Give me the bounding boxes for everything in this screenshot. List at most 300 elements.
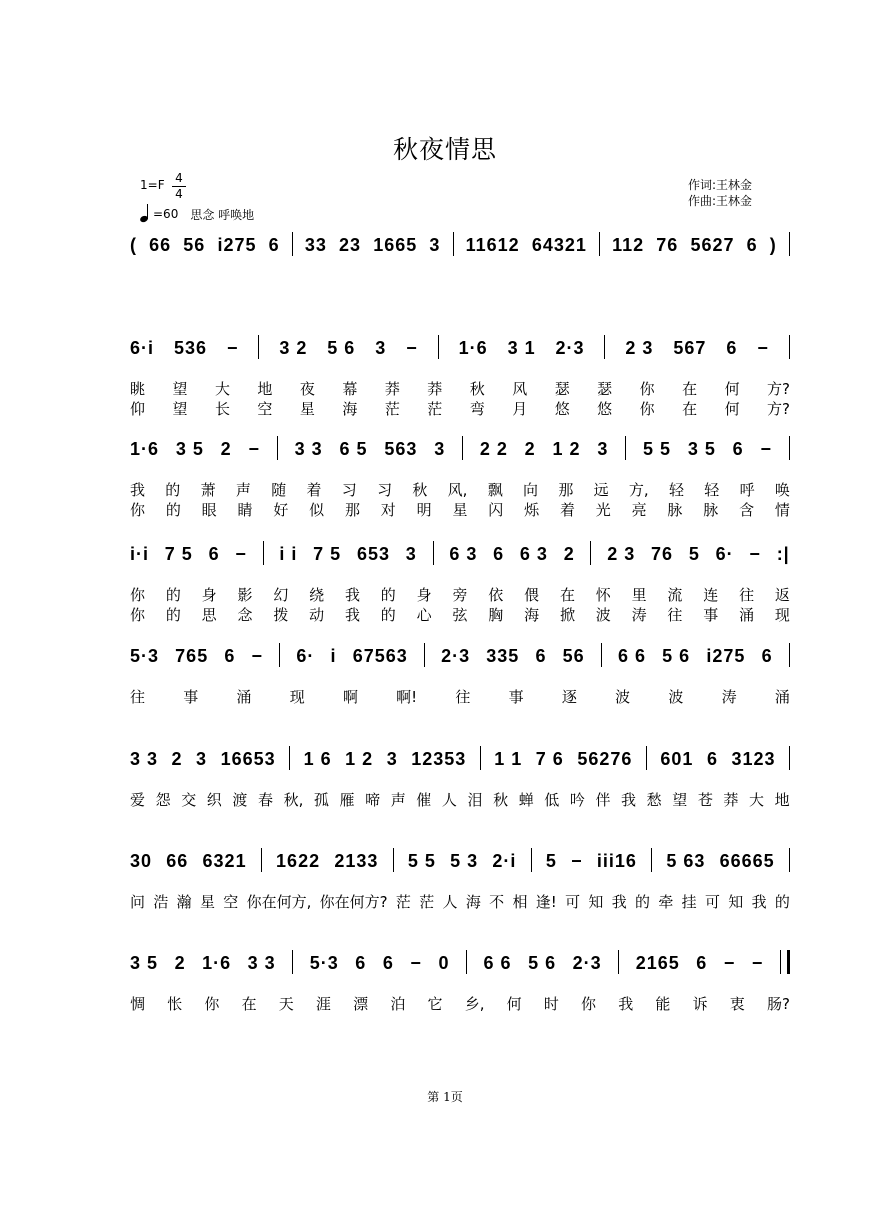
lyric-syllable: 的 (165, 606, 181, 624)
lyric-syllable: 怨 (155, 791, 171, 809)
note-group: 11612 (465, 235, 520, 255)
lyric-syllable: 依 (488, 586, 504, 604)
note-group: i·i (130, 544, 149, 564)
lyric-syllable: 情 (774, 501, 790, 519)
lyric-syllable: 星 (199, 893, 215, 911)
note-group: 112 (612, 235, 645, 255)
lyric-line-2 (130, 604, 790, 625)
lyric-syllable: 萧 (200, 481, 216, 499)
barline (433, 541, 434, 565)
lyric-syllable: 何 (724, 380, 740, 398)
lyric-syllable: 我 (611, 893, 627, 911)
quarter-note-icon (140, 204, 150, 224)
lyric-line-1 (130, 686, 790, 707)
barline (480, 746, 481, 770)
note-group: 536 (173, 338, 207, 358)
note-group: 3 1 (507, 338, 536, 358)
lyric-syllable: 怀 (595, 586, 611, 604)
page-number: 第 1页 (427, 1090, 463, 1104)
lyric-syllable: 在 (682, 380, 698, 398)
note-group: 3 3 (130, 749, 159, 769)
lyric-syllable: 往 (667, 606, 683, 624)
lyric-syllable: 似 (309, 501, 325, 519)
barline (789, 848, 790, 872)
lyric-syllable: 泪 (467, 791, 483, 809)
lyric-syllable: 望 (172, 380, 188, 398)
lyric-syllable: 挂 (681, 893, 697, 911)
note-group: 6 (208, 544, 220, 564)
note-group: 765 (175, 646, 209, 666)
note-group: i (330, 646, 337, 666)
note-group: 2 3 (607, 544, 636, 564)
lyric-syllable: 仰 (130, 400, 146, 418)
barline (462, 436, 463, 460)
note-group: 653 (356, 544, 391, 564)
lyric-syllable: 时 (543, 995, 559, 1013)
note-group: 5 3 (450, 851, 479, 871)
note-group: 2·3 (441, 646, 471, 666)
lyric-syllable: 波 (615, 688, 631, 706)
lyric-syllable: 可 (565, 893, 581, 911)
lyric-syllable: 茫 (427, 400, 443, 418)
lyric-syllable: 涯 (315, 995, 331, 1013)
lyric-syllable: 涛 (721, 688, 737, 706)
lyric-syllable: 乡, (464, 995, 485, 1013)
duration-underlines (130, 462, 790, 468)
final-barline (780, 950, 790, 974)
lyric-syllable: 在 (682, 400, 698, 418)
lyric-syllable: 爱 (130, 791, 146, 809)
note-group: − (251, 646, 264, 666)
note-group: 1 2 (552, 439, 581, 459)
note-group: − (410, 953, 422, 973)
note-group: 2 3 (625, 338, 654, 358)
lyric-syllable: 流 (667, 586, 683, 604)
lyric-syllable: 声 (235, 481, 251, 499)
note-group: 16653 (220, 749, 276, 769)
lyric-syllable: 人 (442, 893, 458, 911)
lyric-syllable: 在 (559, 586, 575, 604)
lyric-syllable: 你 (639, 380, 655, 398)
lyric-syllable: 星 (452, 501, 468, 519)
lyric-syllable: 的 (165, 481, 181, 499)
key-signature: 1=F (140, 178, 165, 192)
lyric-syllable: 月 (512, 400, 528, 418)
credits (688, 177, 752, 209)
lyric-syllable: 我 (344, 606, 360, 624)
lyric-syllable: 茫 (419, 893, 435, 911)
note-group: 3 (429, 235, 441, 255)
lyric-syllable: 我 (130, 481, 146, 499)
lyric-syllable: 脉 (667, 501, 683, 519)
note-group: 6 (746, 235, 758, 255)
note-group: iii16 (596, 851, 637, 871)
barline (277, 436, 278, 460)
lyric-syllable: 海 (524, 606, 540, 624)
lyricist: 作词:王林金 (688, 178, 753, 192)
note-group: 567 (673, 338, 707, 358)
note-group: i275 (706, 646, 746, 666)
lyric-syllable: 秋 (469, 380, 485, 398)
lyric-syllable: 浩 (153, 893, 169, 911)
lyric-syllable: 我 (621, 791, 637, 809)
note-group: 601 (660, 749, 694, 769)
note-group: 3 (597, 439, 609, 459)
barline (789, 436, 790, 460)
note-group: 7 5 (164, 544, 193, 564)
barline (651, 848, 652, 872)
lyric-syllable: 幻 (273, 586, 289, 604)
note-group: 2165 (635, 953, 680, 973)
note-group: − (723, 953, 736, 973)
note-group: 2 (174, 953, 186, 973)
lyric-syllable: 漂 (353, 995, 369, 1013)
lyric-line-2 (130, 398, 790, 419)
note-group: 5 6 (662, 646, 691, 666)
lyric-syllable: 方? (767, 400, 790, 418)
note-group: − (235, 544, 247, 564)
lyric-syllable: 大 (214, 380, 230, 398)
lyric-syllable: 地 (257, 380, 273, 398)
lyric-syllable: 我 (344, 586, 360, 604)
lyric-syllable: 闪 (488, 501, 504, 519)
note-group: 1622 (276, 851, 321, 871)
lyric-syllable: 涛 (631, 606, 647, 624)
barline (789, 746, 790, 770)
note-group: − (751, 953, 764, 973)
lyric-syllable: 伴 (595, 791, 611, 809)
barline (261, 848, 262, 872)
lyric-syllable: 声 (390, 791, 406, 809)
lyric-syllable: 往 (455, 688, 471, 706)
note-group: − (406, 338, 418, 358)
lyric-syllable: 风, (447, 481, 468, 499)
lyric-syllable: 春 (257, 791, 273, 809)
note-group: 5 (688, 544, 700, 564)
note-group: i275 (217, 235, 257, 255)
notation-line (130, 848, 790, 872)
lyric-syllable: 不 (489, 893, 505, 911)
note-group: 56276 (577, 749, 633, 769)
duration-underlines (130, 361, 790, 367)
lyric-syllable: 长 (214, 400, 230, 418)
barline (625, 436, 626, 460)
lyric-syllable: 瑟 (554, 380, 570, 398)
note-group: 30 (130, 851, 153, 871)
lyric-syllable: 你在何方? (319, 893, 388, 911)
note-group: 1665 (373, 235, 418, 255)
note-group: 3 (196, 749, 208, 769)
note-group: 66 (149, 235, 172, 255)
note-group: 6321 (202, 851, 247, 871)
note-group: 66 (166, 851, 189, 871)
lyric-syllable: 事 (508, 688, 524, 706)
note-group: − (749, 544, 761, 564)
lyric-syllable: 你 (204, 995, 220, 1013)
duration-underlines (130, 258, 790, 264)
note-group: 335 (486, 646, 520, 666)
note-group: 3 5 (687, 439, 716, 459)
barline (424, 643, 425, 667)
lyric-syllable: 牵 (658, 893, 674, 911)
lyric-syllable: 波 (668, 688, 684, 706)
barline (438, 335, 439, 359)
lyric-syllable: 海 (342, 400, 358, 418)
note-group: 56 (183, 235, 206, 255)
note-group: 1·6 (202, 953, 232, 973)
barline (646, 746, 647, 770)
note-group: − (226, 338, 239, 358)
duration-underlines (130, 567, 790, 573)
note-group: 6·i (130, 338, 155, 358)
lyric-syllable: 催 (416, 791, 432, 809)
note-group: 1 1 (494, 749, 523, 769)
note-group: 6 (761, 646, 773, 666)
note-group: 1 2 (345, 749, 374, 769)
lyric-syllable: 亮 (631, 501, 647, 519)
note-group: 5 63 (666, 851, 706, 871)
lyric-syllable: 苍 (697, 791, 713, 809)
lyric-syllable: 知 (588, 893, 604, 911)
lyric-syllable: 现 (289, 688, 305, 706)
notation-line (130, 541, 790, 565)
note-group: 2·3 (572, 953, 602, 973)
lyric-syllable: 瑟 (597, 380, 613, 398)
lyric-syllable: 唤 (774, 481, 790, 499)
lyric-line-2 (130, 499, 790, 520)
note-group: 5·3 (130, 646, 160, 666)
lyric-syllable: 胸 (488, 606, 504, 624)
lyric-syllable: 愁 (646, 791, 662, 809)
expression-marking: 思念 呼唤地 (190, 207, 255, 222)
notation-line (130, 232, 790, 256)
note-group: 3123 (731, 749, 776, 769)
lyric-syllable: 事 (703, 606, 719, 624)
note-group: 76 (656, 235, 679, 255)
note-group: 23 (339, 235, 362, 255)
lyric-syllable: 人 (441, 791, 457, 809)
note-group: 5627 (690, 235, 735, 255)
lyric-line-1 (130, 891, 790, 912)
lyric-syllable: 我 (618, 995, 634, 1013)
lyric-syllable: 烁 (524, 501, 540, 519)
lyric-syllable: 里 (631, 586, 647, 604)
note-group: − (571, 851, 583, 871)
lyric-syllable: 你 (581, 995, 597, 1013)
lyric-syllable: 衷 (729, 995, 745, 1013)
note-group: 7 6 (535, 749, 564, 769)
note-group: 3 (434, 439, 446, 459)
note-group: 2·i (492, 851, 517, 871)
lyric-syllable: 渡 (232, 791, 248, 809)
notation-line (130, 335, 790, 359)
lyric-syllable: 天 (278, 995, 294, 1013)
lyric-syllable: 偎 (524, 586, 540, 604)
lyric-syllable: 你在何方, (246, 893, 312, 911)
lyric-syllable: 能 (655, 995, 671, 1013)
barline (263, 541, 264, 565)
barline (590, 541, 591, 565)
lyric-syllable: 对 (380, 501, 396, 519)
lyric-syllable: 泊 (390, 995, 406, 1013)
lyric-syllable: 莽 (384, 380, 400, 398)
note-group: 5 6 (327, 338, 356, 358)
notation-line (130, 436, 790, 460)
barline (453, 232, 454, 256)
lyric-syllable: 怅 (167, 995, 183, 1013)
lyric-syllable: 吟 (569, 791, 585, 809)
barline (789, 335, 790, 359)
note-group: 6 (696, 953, 708, 973)
meter-bottom: 4 (172, 186, 186, 202)
lyric-syllable: 你 (639, 400, 655, 418)
note-group: 6 6 (617, 646, 647, 666)
note-group: − (757, 338, 769, 358)
lyric-syllable: 惆 (130, 995, 146, 1013)
note-group: 2 (171, 749, 183, 769)
lyric-syllable: 啊! (396, 688, 418, 706)
lyric-syllable: 何 (724, 400, 740, 418)
duration-underlines (130, 669, 790, 675)
note-group: 12353 (411, 749, 467, 769)
note-group: 2133 (334, 851, 379, 871)
note-group: 67563 (352, 646, 408, 666)
duration-underlines (130, 772, 790, 778)
barline (599, 232, 600, 256)
lyric-syllable: 着 (306, 481, 322, 499)
duration-underlines (130, 976, 790, 982)
lyric-syllable: 往 (739, 586, 755, 604)
note-group: 3 5 (130, 953, 159, 973)
lyric-syllable: 悠 (597, 400, 613, 418)
lyric-syllable: 随 (271, 481, 287, 499)
lyric-line-1 (130, 479, 790, 500)
barline (279, 643, 280, 667)
lyric-syllable: 的 (380, 586, 396, 604)
barline (789, 232, 790, 256)
lyric-syllable: 空 (257, 400, 273, 418)
note-group: 3 2 (279, 338, 308, 358)
lyric-syllable: 绕 (309, 586, 325, 604)
lyric-syllable: 问 (130, 893, 146, 911)
barline (601, 643, 602, 667)
lyric-syllable: 轻 (704, 481, 720, 499)
note-group: 3 3 (294, 439, 323, 459)
note-group: 64321 (531, 235, 587, 255)
lyric-syllable: 着 (559, 501, 575, 519)
lyric-syllable: 弯 (469, 400, 485, 418)
lyric-line-1 (130, 789, 790, 810)
lyric-syllable: 身 (416, 586, 432, 604)
lyric-syllable: 莽 (427, 380, 443, 398)
note-group: i i (279, 544, 298, 564)
note-group: 5 5 (642, 439, 672, 459)
note-group: 3 5 (175, 439, 204, 459)
lyric-syllable: 茫 (395, 893, 411, 911)
lyric-syllable: 交 (181, 791, 197, 809)
note-group: 2 (220, 439, 232, 459)
note-group: 0 (438, 953, 450, 973)
lyric-syllable: 地 (774, 791, 790, 809)
note-group: 5 (545, 851, 557, 871)
lyric-syllable: 远 (593, 481, 609, 499)
lyric-syllable: 睛 (237, 501, 253, 519)
note-group: 6 (382, 953, 394, 973)
note-group: 3 3 (247, 953, 276, 973)
lyric-syllable: 涌 (739, 606, 755, 624)
lyric-syllable: 现 (774, 606, 790, 624)
lyric-syllable: 秋 (412, 481, 428, 499)
lyric-syllable: 拨 (273, 606, 289, 624)
lyric-syllable: 影 (237, 586, 253, 604)
note-group: 6· (715, 544, 734, 564)
lyric-syllable: 风 (512, 380, 528, 398)
lyric-syllable: 你 (130, 606, 146, 624)
note-group: 1·6 (458, 338, 488, 358)
lyric-syllable: 旁 (452, 586, 468, 604)
note-group: 5·3 (309, 953, 339, 973)
note-group: 6 (726, 338, 738, 358)
lyric-syllable: 瀚 (176, 893, 192, 911)
lyric-syllable: 思 (201, 606, 217, 624)
note-group: 6 3 (519, 544, 548, 564)
lyric-syllable: 啼 (365, 791, 381, 809)
lyric-syllable: 动 (309, 606, 325, 624)
note-group: 6 (355, 953, 367, 973)
lyric-syllable: 连 (703, 586, 719, 604)
lyric-syllable: 秋 (493, 791, 509, 809)
notation-line (130, 746, 790, 770)
lyric-syllable: 雁 (339, 791, 355, 809)
lyric-syllable: 事 (183, 688, 199, 706)
barline (618, 950, 619, 974)
lyric-syllable: 啊 (342, 688, 358, 706)
barline (289, 746, 290, 770)
lyric-syllable: 返 (774, 586, 790, 604)
lyric-syllable: 相 (512, 893, 528, 911)
lyric-syllable: 夜 (299, 380, 315, 398)
note-group: 6· (296, 646, 315, 666)
lyric-syllable: 弦 (452, 606, 468, 624)
note-group: 3 (375, 338, 387, 358)
lyric-syllable: 的 (774, 893, 790, 911)
lyric-syllable: 望 (172, 400, 188, 418)
lyric-syllable: 孤 (313, 791, 329, 809)
barline (604, 335, 605, 359)
barline (292, 950, 293, 974)
note-group: 6 (493, 544, 505, 564)
barline (258, 335, 259, 359)
note-group: 6 3 (449, 544, 478, 564)
lyric-syllable: 海 (465, 893, 481, 911)
lyric-syllable: 涌 (774, 688, 790, 706)
lyric-syllable: 飘 (487, 481, 503, 499)
lyric-syllable: 脉 (703, 501, 719, 519)
note-group: ) (769, 235, 777, 255)
note-group: 1·6 (130, 439, 160, 459)
lyric-syllable: 知 (728, 893, 744, 911)
note-group: 2·3 (555, 338, 585, 358)
note-group: 33 (304, 235, 327, 255)
barline (393, 848, 394, 872)
note-group: 1 6 (303, 749, 332, 769)
note-group: 66665 (719, 851, 775, 871)
note-group: 6 (535, 646, 547, 666)
note-group: 2 (563, 544, 575, 564)
lyric-syllable: 逐 (561, 688, 577, 706)
note-group: 6 (732, 439, 744, 459)
lyric-syllable: 光 (595, 501, 611, 519)
